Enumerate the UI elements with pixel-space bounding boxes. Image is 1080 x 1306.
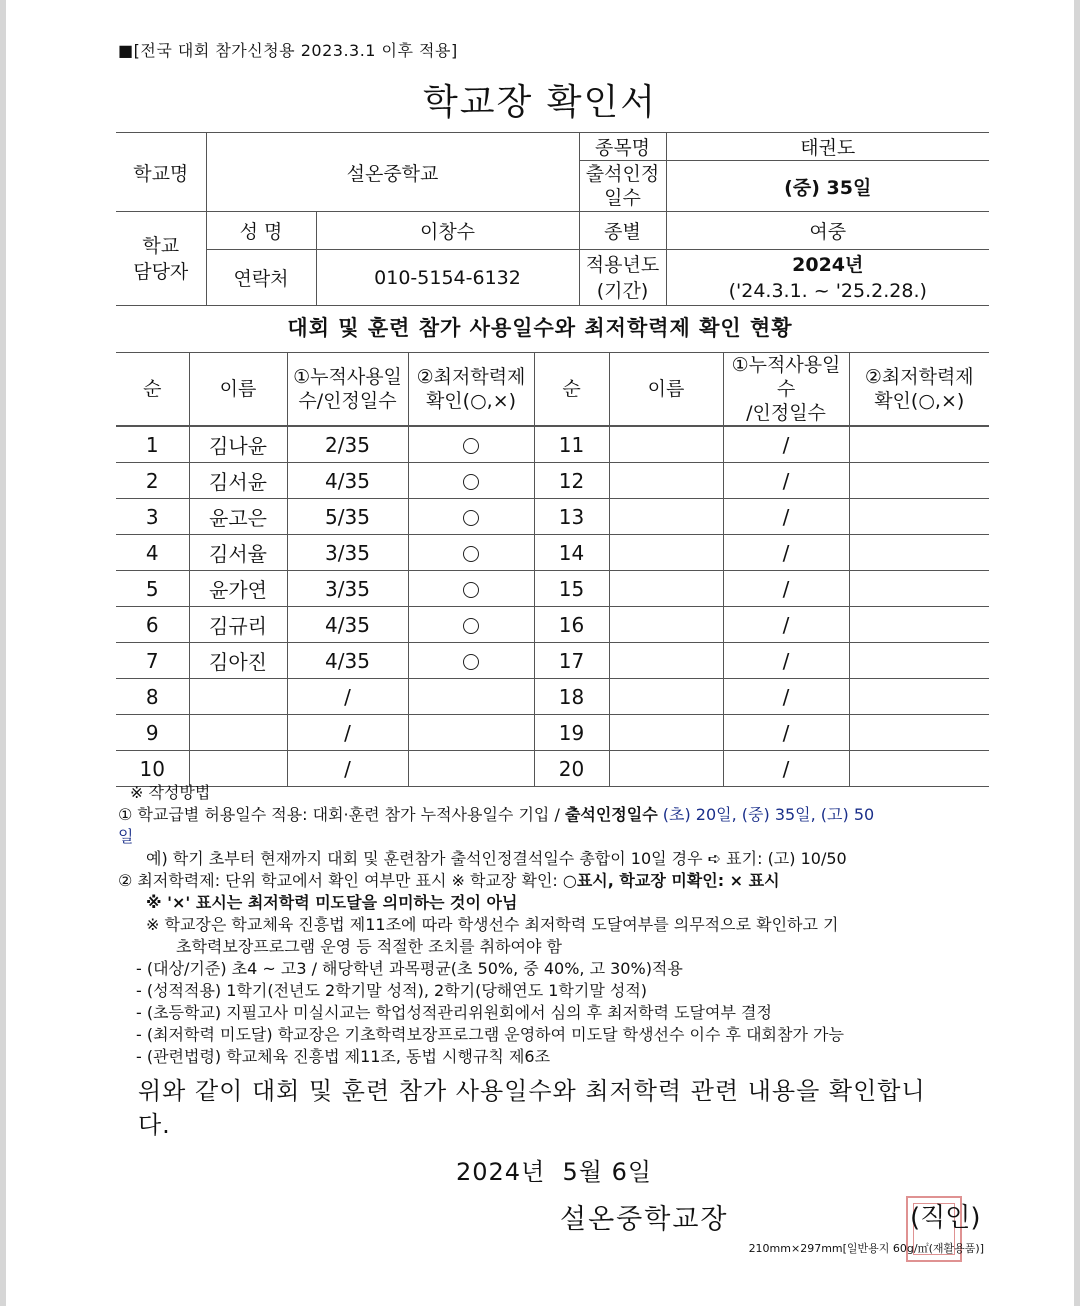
circle-check-icon — [463, 582, 479, 598]
table-row — [116, 643, 989, 679]
circle-check-icon — [463, 510, 479, 526]
attendance-value: (중) 35일 — [666, 161, 989, 212]
table-row — [116, 715, 989, 751]
no-cell-right: 14 — [534, 535, 609, 571]
check-cell-right — [849, 679, 989, 715]
header-check-left-line2: 확인(○,×) — [425, 390, 517, 412]
roster-header-row — [116, 353, 989, 427]
section-title: 대회 및 훈련 참가 사용일수와 최저학력제 확인 현황 — [287, 316, 793, 340]
instruction-line2: 예) 학기 초부터 현재까지 대회 및 훈련참가 출석인정결석일수 총합이 10일 경우 ➪ 표기: (고) 10/50 — [146, 849, 847, 868]
days-cell-right: / — [723, 643, 849, 679]
instructions — [118, 782, 988, 1068]
name-cell-right — [609, 463, 723, 499]
seal-label: (직인) — [910, 1203, 981, 1233]
header-no-right: 순 — [534, 353, 609, 427]
days-cell-left: 2/35 — [287, 426, 408, 463]
instruction-line1-d: 일 — [118, 827, 134, 846]
year-value-period: ('24.3.1. ~ '25.2.28.) — [728, 279, 927, 302]
check-cell-right — [849, 499, 989, 535]
name-cell-left: 김서율 — [189, 535, 287, 571]
check-cell-right — [849, 607, 989, 643]
days-cell-left: 3/35 — [287, 571, 408, 607]
no-cell-right: 13 — [534, 499, 609, 535]
check-cell-left — [408, 535, 534, 571]
check-cell-right — [849, 426, 989, 463]
days-cell-right: / — [723, 463, 849, 499]
name-cell-right — [609, 571, 723, 607]
check-cell-left — [408, 679, 534, 715]
viewer-right-edge — [1074, 0, 1080, 1306]
circle-check-icon — [463, 618, 479, 634]
check-cell-left — [408, 607, 534, 643]
no-cell-right: 11 — [534, 426, 609, 463]
no-cell-right: 17 — [534, 643, 609, 679]
info-table — [116, 132, 989, 306]
name-cell-right — [609, 715, 723, 751]
instruction-line3-a: ② 최저학력제: 단위 학교에서 확인 여부만 표시 ※ 학교장 확인: — [118, 871, 563, 890]
header-name-right: 이름 — [609, 353, 723, 427]
manager-label — [116, 212, 206, 306]
table-row — [116, 463, 989, 499]
instruction-line1-c: (초) 20일, (중) 35일, (고) 50 — [657, 805, 875, 824]
name-cell-left: 김서윤 — [189, 463, 287, 499]
name-cell-right — [609, 643, 723, 679]
attendance-label-line1: 출석인정 — [585, 163, 660, 185]
check-cell-left — [408, 715, 534, 751]
no-cell-left: 10 — [116, 751, 189, 787]
days-cell-right: / — [723, 715, 849, 751]
header-days-right-line1: ①누적사용일수 — [731, 354, 841, 400]
header-days-left — [287, 353, 408, 427]
days-cell-left: / — [287, 715, 408, 751]
check-cell-right — [849, 715, 989, 751]
document-title: 학교장 확인서 — [422, 82, 658, 123]
name-cell-left: 김나윤 — [189, 426, 287, 463]
year-value — [666, 250, 989, 306]
year-label-line2: (기간) — [596, 279, 649, 302]
check-cell-right — [849, 463, 989, 499]
table-row — [116, 571, 989, 607]
circle-check-icon — [463, 474, 479, 490]
principal-signature: 설온중학교장 — [560, 1204, 729, 1235]
sport-label: 종목명 — [579, 133, 666, 161]
days-cell-right: / — [723, 535, 849, 571]
check-cell-right — [849, 571, 989, 607]
circle-check-icon — [463, 546, 479, 562]
name-cell-left: 김아진 — [189, 643, 287, 679]
name-cell-right — [609, 679, 723, 715]
attendance-label-line2: 일수 — [604, 187, 641, 209]
days-cell-left: 4/35 — [287, 643, 408, 679]
confirmation-line2: 다. — [138, 1111, 171, 1139]
name-label: 성 명 — [206, 212, 316, 250]
check-cell-left — [408, 426, 534, 463]
category-label: 종별 — [579, 212, 666, 250]
no-cell-left: 4 — [116, 535, 189, 571]
manager-label-line1: 학교 — [142, 234, 180, 257]
attendance-label — [579, 161, 666, 212]
no-cell-left: 3 — [116, 499, 189, 535]
category-value: 여중 — [666, 212, 989, 250]
instruction-line11: - (관련법령) 학교체육 진흥법 제11조, 동법 시행규칙 제6조 — [136, 1047, 551, 1066]
school-label: 학교명 — [116, 133, 206, 212]
paper-spec-note: 210mm×297mm[일반용지 60g/㎡(재활용품)] — [748, 1242, 984, 1255]
header-note: ■[전국 대회 참가신청용 2023.3.1 이후 적용] — [118, 41, 458, 60]
check-cell-left — [408, 571, 534, 607]
table-row — [116, 607, 989, 643]
circle-check-icon — [463, 654, 479, 670]
confirmation-statement — [138, 1074, 978, 1142]
check-cell-left — [408, 643, 534, 679]
name-cell-right — [609, 499, 723, 535]
year-value-year: 2024년 — [792, 253, 864, 276]
check-cell-right — [849, 535, 989, 571]
check-cell-right — [849, 643, 989, 679]
no-cell-left: 1 — [116, 426, 189, 463]
manager-label-line2: 담당자 — [133, 260, 189, 283]
table-row — [116, 679, 989, 715]
sport-value: 태권도 — [666, 133, 989, 161]
circle-check-icon — [463, 438, 479, 454]
instructions-heading: ※ 작성방법 — [130, 783, 211, 802]
instruction-line1-b: 출석인정일수 — [564, 805, 658, 824]
no-cell-right: 16 — [534, 607, 609, 643]
header-check-left-line1: ②최저학력제 — [416, 366, 526, 388]
table-row — [116, 426, 989, 463]
table-row — [116, 535, 989, 571]
instruction-line6: 초학력보장프로그램 운영 등 적절한 조치를 취하여야 함 — [176, 937, 563, 956]
year-label — [579, 250, 666, 306]
no-cell-left: 5 — [116, 571, 189, 607]
year-label-line1: 적용년도 — [585, 253, 660, 276]
no-cell-right: 12 — [534, 463, 609, 499]
instruction-line4: ※ '×' 표시는 최저학력 미도달을 의미하는 것이 아님 — [146, 893, 518, 912]
contact-value: 010-5154-6132 — [316, 250, 579, 306]
header-check-left — [408, 353, 534, 427]
days-cell-left: 4/35 — [287, 463, 408, 499]
days-cell-right: / — [723, 679, 849, 715]
header-check-right-line1: ②최저학력제 — [864, 366, 974, 388]
instruction-line3-b: ○표시, 학교장 미확인: × 표시 — [562, 871, 780, 890]
instruction-line8: - (성적적용) 1학기(전년도 2학기말 성적), 2학기(당해연도 1학기말 성적) — [136, 981, 648, 1000]
no-cell-left: 7 — [116, 643, 189, 679]
instruction-line1 — [118, 804, 988, 826]
name-cell-left: 김규리 — [189, 607, 287, 643]
confirmation-line1: 위와 같이 대회 및 훈련 참가 사용일수와 최저학력 관련 내용을 확인합니 — [138, 1077, 926, 1105]
no-cell-right: 19 — [534, 715, 609, 751]
instruction-line9: - (초등학교) 지필고사 미실시교는 학업성적관리위원회에서 심의 후 최저학력 도달여부 결정 — [136, 1003, 772, 1022]
header-check-right — [849, 353, 989, 427]
table-row — [116, 499, 989, 535]
instruction-line1-a: ① 학교급별 허용일수 적용: 대회·훈련 참가 누적사용일수 기입 / — [118, 805, 565, 824]
header-name-left: 이름 — [189, 353, 287, 427]
no-cell-left: 9 — [116, 715, 189, 751]
no-cell-left: 2 — [116, 463, 189, 499]
no-cell-right: 15 — [534, 571, 609, 607]
instruction-line7: - (대상/기준) 초4 ~ 고3 / 해당학년 과목평균(초 50%, 중 40%, 고 30%)적용 — [136, 959, 683, 978]
days-cell-right: / — [723, 571, 849, 607]
days-cell-left: / — [287, 679, 408, 715]
header-days-right-line2: /인정일수 — [746, 402, 826, 424]
name-cell-left — [189, 715, 287, 751]
contact-label: 연락처 — [206, 250, 316, 306]
header-days-left-line1: ①누적사용일 — [293, 366, 402, 388]
name-cell-right — [609, 535, 723, 571]
days-cell-left: 4/35 — [287, 607, 408, 643]
instruction-line3 — [118, 870, 988, 892]
days-cell-right: / — [723, 607, 849, 643]
instruction-line10: - (최저학력 미도달) 학교장은 기초학력보장프로그램 운영하여 미도달 학생선수 이수 후 대회참가 가능 — [136, 1025, 844, 1044]
days-cell-left: / — [287, 751, 408, 787]
name-value: 이창수 — [316, 212, 579, 250]
name-cell-left: 윤고은 — [189, 499, 287, 535]
days-cell-right: / — [723, 426, 849, 463]
no-cell-left: 6 — [116, 607, 189, 643]
header-days-right — [723, 353, 849, 427]
no-cell-right: 20 — [534, 751, 609, 787]
signature-date: 2024년 5월 6일 — [456, 1158, 653, 1186]
header-no-left: 순 — [116, 353, 189, 427]
days-cell-left: 5/35 — [287, 499, 408, 535]
name-cell-right — [609, 426, 723, 463]
days-cell-left: 3/35 — [287, 535, 408, 571]
school-value: 설온중학교 — [206, 133, 579, 212]
roster-table — [116, 352, 989, 787]
check-cell-left — [408, 499, 534, 535]
instruction-line5: ※ 학교장은 학교체육 진흥법 제11조에 따라 학생선수 최저학력 도달여부를 의무적으로 확인하고 기 — [146, 915, 839, 934]
no-cell-right: 18 — [534, 679, 609, 715]
days-cell-right: / — [723, 751, 849, 787]
header-days-left-line2: 수/인정일수 — [298, 390, 397, 412]
no-cell-left: 8 — [116, 679, 189, 715]
name-cell-left — [189, 679, 287, 715]
name-cell-left: 윤가연 — [189, 571, 287, 607]
name-cell-right — [609, 607, 723, 643]
header-check-right-line2: 확인(○,×) — [874, 390, 965, 412]
days-cell-right: / — [723, 499, 849, 535]
check-cell-left — [408, 463, 534, 499]
